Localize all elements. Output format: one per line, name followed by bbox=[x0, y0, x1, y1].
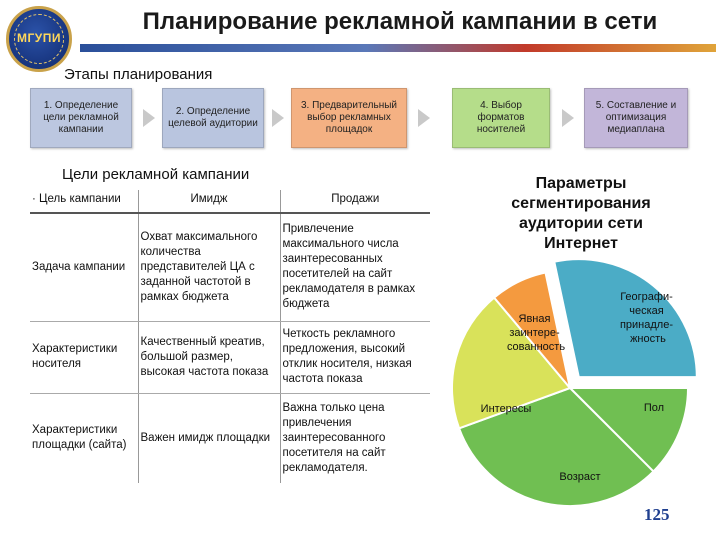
stage-box bbox=[162, 88, 264, 148]
stage-label: 2. Определение целевой аудитории bbox=[168, 106, 258, 129]
image-cell: Важен имидж площадки bbox=[138, 393, 280, 483]
row-label: Характеристики площадки (сайта) bbox=[32, 424, 127, 452]
arrow-right-icon bbox=[272, 109, 284, 127]
sales-cell: Четкость рекламного предложения, высокий отклик носителя, низкая частота показа bbox=[280, 321, 430, 393]
goals-table bbox=[30, 190, 430, 483]
column-header: Имидж bbox=[138, 190, 280, 213]
university-logo bbox=[6, 6, 72, 72]
logo-text: МГУПИ bbox=[16, 31, 61, 45]
stage-box bbox=[584, 88, 688, 148]
arrow-right-icon bbox=[143, 109, 155, 127]
table-row bbox=[30, 213, 430, 321]
segmentation-pie bbox=[440, 248, 710, 508]
pie-label-interests: Интересы bbox=[480, 403, 532, 415]
row-label: Характеристики носителя bbox=[30, 321, 138, 393]
sales-cell: Привлечение максимального числа заинтересованных посетителей на сайт рекламодателя в рамках бюджета bbox=[280, 213, 430, 321]
stage-box bbox=[30, 88, 132, 148]
arrow-right-icon bbox=[418, 109, 430, 127]
pie-label-geography: Географи- ческая принадле- жность bbox=[619, 291, 673, 345]
column-header: Продажи bbox=[280, 190, 430, 213]
stage-label: 4. Выбор форматов носителей bbox=[476, 100, 526, 135]
table-header-row bbox=[30, 190, 430, 213]
table-row bbox=[30, 393, 430, 483]
stage-label: 1. Определение цели рекламной кампании bbox=[43, 100, 119, 135]
column-header: · Цель кампании bbox=[30, 190, 138, 213]
sales-cell: Важна только цена привлечения заинтересованного посетителя на сайт рекламодателя. bbox=[280, 393, 430, 483]
stage-box bbox=[291, 88, 407, 148]
pie-label-explicit-interest: Явная заинтере- сованность bbox=[506, 313, 566, 353]
pie-label-age: Возраст bbox=[559, 471, 601, 483]
image-cell: Охват максимального количества представителей ЦА с заданной частотой в рамках бюджета bbox=[138, 213, 280, 321]
row-label: Задача кампании bbox=[30, 213, 138, 321]
stage-box bbox=[452, 88, 550, 148]
segmentation-heading: Параметры сегментирования аудитории сети Интернет bbox=[511, 175, 651, 252]
image-cell: Качественный креатив, большой размер, высокая частота показа bbox=[138, 321, 280, 393]
stage-label: 3. Предварительный выбор рекламных площадок bbox=[301, 100, 397, 135]
title-underline bbox=[80, 44, 716, 52]
page-number: 125 bbox=[644, 505, 670, 524]
slide-title: Планирование рекламной кампании в сети bbox=[142, 8, 658, 35]
goals-heading: Цели рекламной кампании bbox=[62, 166, 250, 183]
stage-label: 5. Составление и оптимизация медиаплана bbox=[595, 100, 677, 135]
stages-heading: Этапы планирования bbox=[64, 66, 213, 83]
pie-label-gender: Пол bbox=[643, 402, 665, 414]
arrow-right-icon bbox=[562, 109, 574, 127]
table-row bbox=[30, 321, 430, 393]
